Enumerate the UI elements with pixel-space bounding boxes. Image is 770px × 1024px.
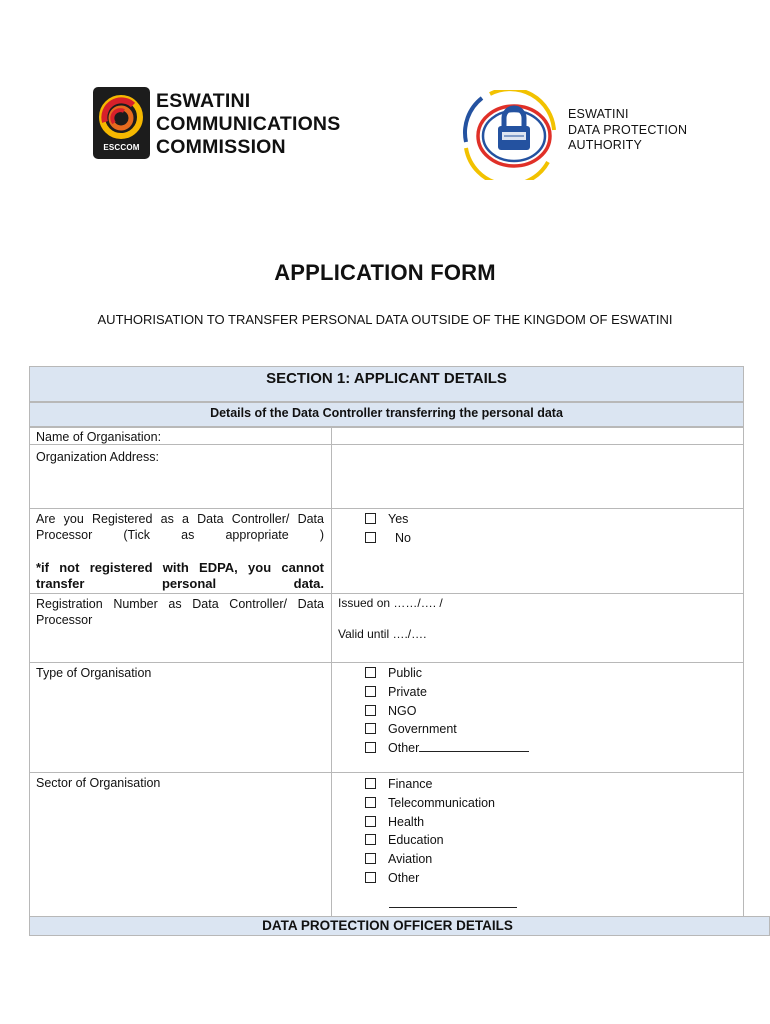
sector-label: Sector of Organisation [36,776,161,790]
checkbox-icon[interactable] [365,667,376,678]
padlock-seal-icon [460,90,560,180]
name-label: Name of Organisation: [36,430,162,444]
option-label: Other [388,741,420,756]
option-government[interactable] [365,722,529,741]
esccom-name [156,90,340,159]
other-blank[interactable] [419,751,529,752]
registered-options-cell [331,508,744,594]
checkbox-icon[interactable] [365,853,376,864]
issued-on-text: Issued on ……/…. / [338,596,443,610]
sector-other-blank[interactable] [389,907,517,908]
edpa-name [568,107,687,154]
option-other[interactable] [365,741,529,760]
option-telecommunication[interactable] [365,796,495,815]
address-label: Organization Address: [36,450,159,464]
subheading-row [29,402,744,427]
option-label: Private [388,684,427,699]
sector-options-cell [331,772,744,917]
option-label: Finance [388,777,433,791]
checkbox-icon[interactable] [365,778,376,789]
esccom-name-line: COMMISSION [156,136,286,158]
registered-label-cell [29,508,332,594]
option-aviation[interactable] [365,852,495,871]
checkbox-icon[interactable] [365,797,376,808]
option-label: Aviation [388,852,433,867]
option-finance[interactable] [365,777,495,796]
checkbox-icon[interactable] [365,834,376,845]
option-label: NGO [388,703,417,718]
checkbox-icon[interactable] [365,705,376,716]
page-subtitle: AUTHORISATION TO TRANSFER PERSONAL DATA OUTSIDE OF THE KINGDOM OF ESWATINI [97,312,673,327]
esccom-badge-text: ESCCOM [103,143,140,152]
option-label: Health [388,814,425,829]
option-label: Public [388,666,423,680]
checkbox-icon[interactable] [365,513,376,524]
section-heading: SECTION 1: APPLICANT DETAILS [266,370,507,387]
option-other[interactable] [365,871,495,890]
org-type-options-cell [331,662,744,773]
option-label: Yes [388,512,409,526]
checkbox-icon[interactable] [365,742,376,753]
dpo-heading-row [29,916,770,936]
checkbox-icon[interactable] [365,872,376,883]
org-type-label: Type of Organisation [36,666,152,680]
option-health[interactable] [365,815,495,834]
option-label: Other [388,870,420,885]
option-ngo[interactable] [365,704,529,723]
checkbox-icon[interactable] [365,723,376,734]
registered-label: Are you Registered as a Data Controller/ Data Processor (Tick as appropriate ) [36,512,324,542]
address-label-cell [29,444,332,509]
option-private[interactable] [365,685,529,704]
dpo-heading: DATA PROTECTION OFFICER DETAILS [262,918,513,933]
checkbox-icon[interactable] [365,816,376,827]
registration-label: Registration Number as Data Controller/ Data Processor [36,597,324,627]
option-yes[interactable] [365,512,411,531]
org-type-options [365,666,529,760]
option-education[interactable] [365,833,495,852]
option-label: No [394,530,411,545]
registration-field[interactable] [331,593,744,663]
option-label: Government [388,722,457,737]
esccom-name-line: COMMUNICATIONS [156,113,341,135]
option-no[interactable] [365,531,411,550]
name-label-cell [29,427,332,445]
address-field[interactable] [331,444,744,509]
option-label: Education [388,833,444,848]
esccom-name-line: ESWATINI [156,90,251,112]
sector-options [365,777,495,890]
org-type-label-cell [29,662,332,773]
edpa-name-line: ESWATINI [568,107,629,121]
checkbox-icon[interactable] [365,532,376,543]
edpa-name-line: AUTHORITY [568,138,643,152]
esccom-emblem-icon [93,87,150,159]
sector-label-cell [29,772,332,917]
registration-label-cell [29,593,332,663]
valid-until-text: Valid until …./…. [338,627,427,641]
section-subheading: Details of the Data Controller transferring the personal data [210,406,563,420]
name-field[interactable] [331,427,744,445]
option-label: Telecommunication [388,795,495,810]
registered-options [365,512,411,550]
registered-note: *if not registered with EDPA, you cannot transfer personal data. [36,560,324,591]
option-public[interactable] [365,666,529,685]
checkbox-icon[interactable] [365,686,376,697]
applicant-details-form [29,366,770,936]
page-title: APPLICATION FORM [274,260,496,285]
edpa-name-line: DATA PROTECTION [568,122,688,137]
section-heading-row [29,366,744,402]
